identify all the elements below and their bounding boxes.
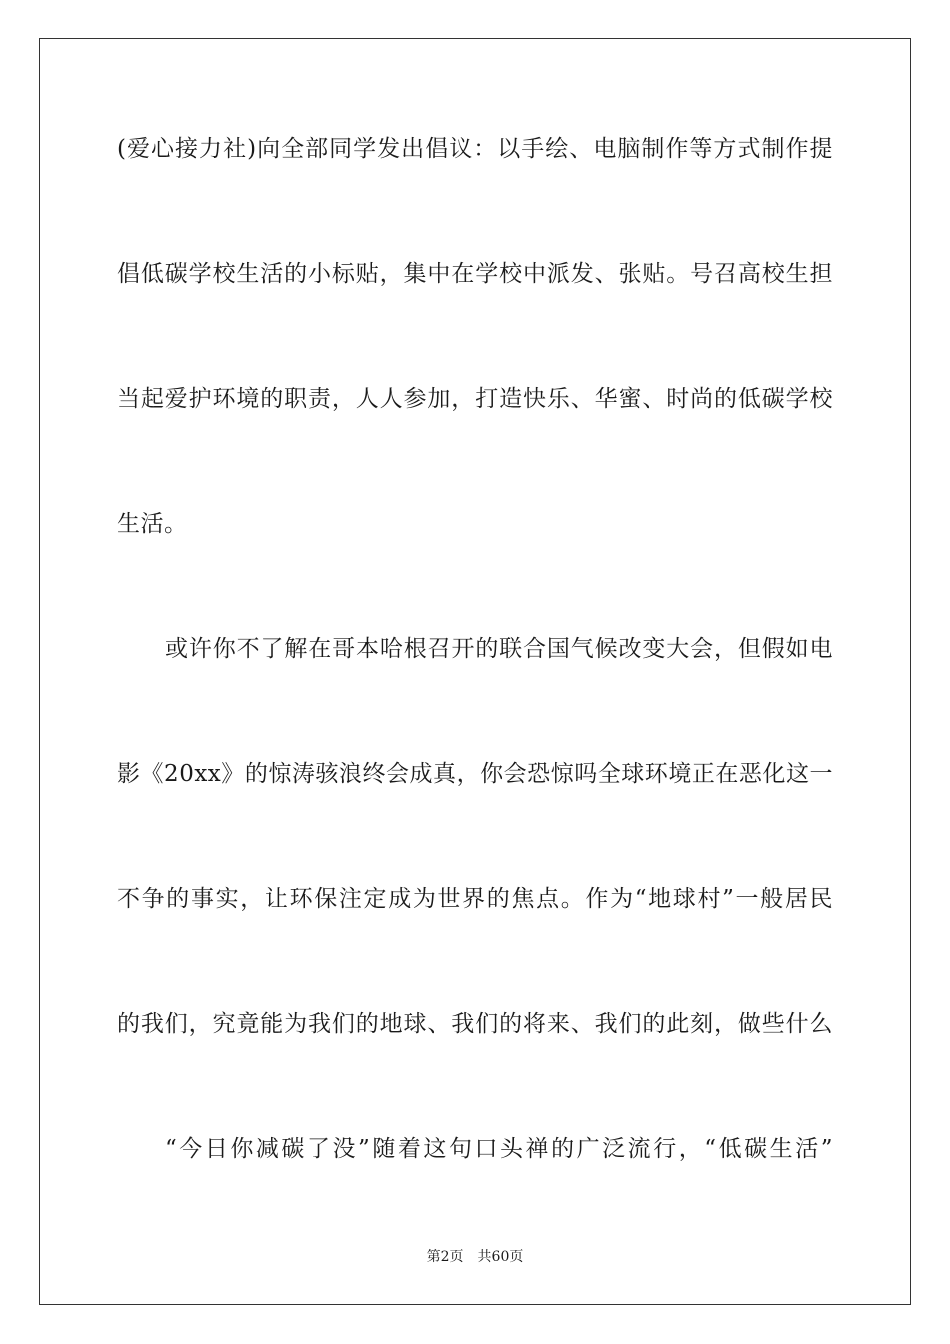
paragraph-line: (爱心接力社)向全部同学发出倡议：以手绘、电脑制作等方式制作提 (117, 136, 833, 162)
page-border (39, 38, 911, 1305)
page-footer (0, 1248, 950, 1266)
paragraph-line: 或许你不了解在哥本哈根召开的联合国气候改变大会，但假如电 (165, 636, 833, 662)
paragraph-line: 不争的事实，让环保注定成为世界的焦点。作为“地球村”一般居民 (117, 886, 833, 912)
page-number: 第2页 (426, 1249, 464, 1265)
paragraph-line: 影《20xx》的惊涛骇浪终会成真，你会恐惊吗全球环境正在恶化这一 (117, 761, 833, 787)
paragraph-line: 倡低碳学校生活的小标贴，集中在学校中派发、张贴。号召高校生担 (117, 261, 833, 287)
paragraph-line: 生活。 (117, 511, 188, 537)
page-total: 共60页 (477, 1249, 524, 1265)
paragraph-line: 当起爱护环境的职责，人人参加，打造快乐、华蜜、时尚的低碳学校 (117, 386, 833, 412)
paragraph-line: 的我们，究竟能为我们的地球、我们的将来、我们的此刻，做些什么 (117, 1011, 833, 1037)
paragraph-line: “今日你减碳了没”随着这句口头禅的广泛流行，“低碳生活” (165, 1136, 833, 1162)
